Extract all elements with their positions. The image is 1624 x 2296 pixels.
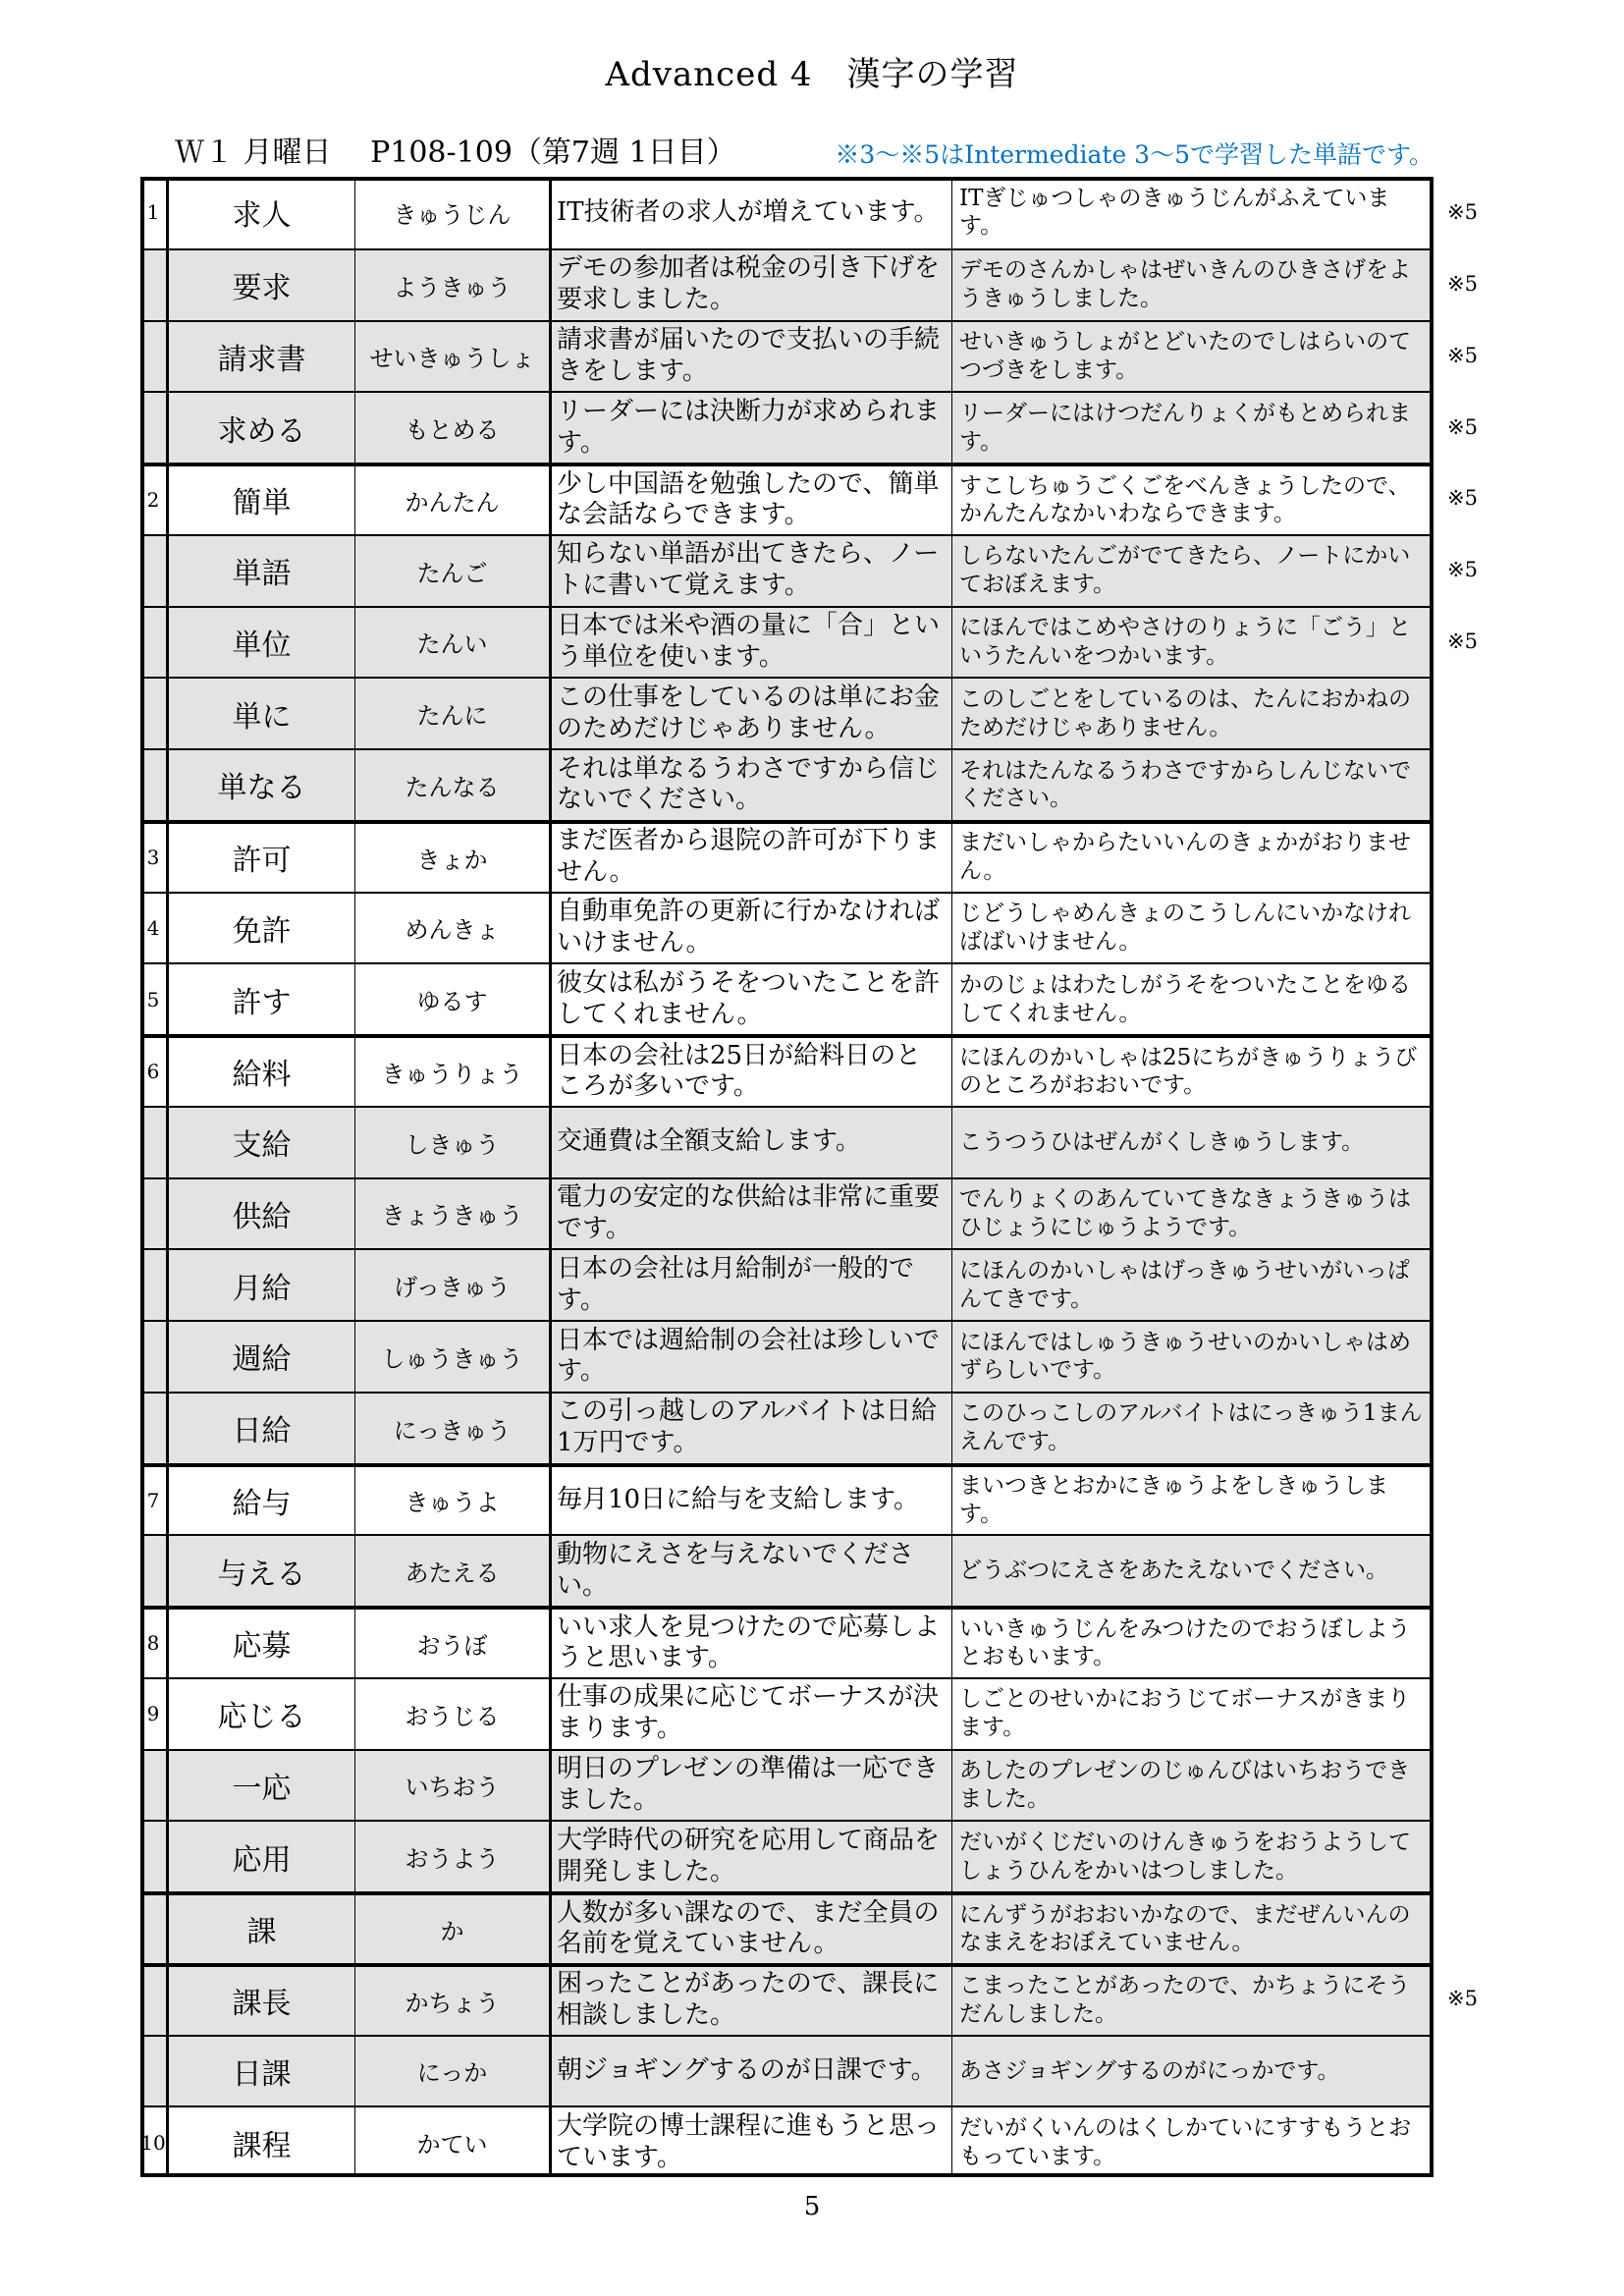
kanji-word: 許す: [169, 962, 355, 1034]
note-marker: ※5: [1447, 558, 1478, 582]
reading: きゅうりょう: [355, 1034, 552, 1106]
example-sentence: まだ医者から退院の許可が下りません。: [552, 820, 952, 892]
reading: おうじる: [355, 1677, 552, 1749]
note-marker: [1434, 1392, 1620, 1463]
note-marker: [1434, 1106, 1620, 1177]
kanji-word: 求人: [169, 177, 355, 248]
note-marker: [1434, 748, 1620, 820]
reading: かんたん: [355, 463, 552, 534]
note-marker: [1434, 677, 1620, 748]
note-marker: ※5: [1447, 200, 1478, 225]
example-sentence: 仕事の成果に応じてボーナスが決まります。: [552, 1677, 952, 1749]
kana-sentence: どうぶつにえさをあたえないでください。: [952, 1534, 1434, 1606]
example-sentence: 大学時代の研究を応用して商品を開発しました。: [552, 1820, 952, 1891]
note-marker: ※5: [1447, 343, 1478, 367]
kana-sentence: いいきゅうじんをみつけたのでおうぼしようとおもいます。: [952, 1606, 1434, 1677]
row-number: [140, 1820, 169, 1891]
reading: たんに: [355, 677, 552, 748]
example-sentence: いい求人を見つけたので応募しようと思います。: [552, 1606, 952, 1677]
row-number: 3: [140, 820, 169, 892]
kana-sentence: まいつきとおかにきゅうよをしきゅうします。: [952, 1463, 1434, 1535]
kanji-word: 支給: [169, 1106, 355, 1177]
kana-sentence: かのじょはわたしがうそをついたことをゆるしてくれません。: [952, 962, 1434, 1034]
example-sentence: 知らない単語が出てきたら、ノートに書いて覚えます。: [552, 534, 952, 606]
row-number: [140, 1891, 169, 1963]
kanji-word: 給料: [169, 1034, 355, 1106]
row-number: [140, 1963, 169, 2035]
note-marker: [1434, 1177, 1620, 1249]
row-number: [140, 1320, 169, 1392]
example-sentence: 請求書が届いたので支払いの手続きをします。: [552, 320, 952, 392]
kanji-word: 許可: [169, 820, 355, 892]
example-sentence: 明日のプレゼンの準備は一応できました。: [552, 1749, 952, 1821]
vocabulary-table: [140, 177, 1620, 2177]
kana-sentence: だいがくいんのはくしかていにすすもうとおもっています。: [952, 2105, 1434, 2177]
reading: にっきゅう: [355, 1392, 552, 1463]
kanji-word: 日給: [169, 1392, 355, 1463]
reading: おうぼ: [355, 1606, 552, 1677]
note-marker: [1434, 2035, 1620, 2106]
example-sentence: 動物にえさを与えないでください。: [552, 1534, 952, 1606]
kana-sentence: でんりょくのあんていてきなきょうきゅうはひじょうにじゅうようです。: [952, 1177, 1434, 1249]
example-sentence: 交通費は全額支給します。: [552, 1106, 952, 1177]
reading: たんご: [355, 534, 552, 606]
example-sentence: 人数が多い課なので、まだ全員の名前を覚えていません。: [552, 1891, 952, 1963]
kana-sentence: にほんのかいしゃはげっきゅうせいがいっぱんてきです。: [952, 1248, 1434, 1320]
kanji-word: 給与: [169, 1463, 355, 1535]
row-number: 8: [140, 1606, 169, 1677]
kana-sentence: それはたんなるうわさですからしんじないでください。: [952, 748, 1434, 820]
kanji-word: 簡単: [169, 463, 355, 534]
note-marker: [1434, 1034, 1620, 1106]
kanji-word: 単なる: [169, 748, 355, 820]
note-marker: [1434, 1606, 1620, 1677]
kana-sentence: こまったことがあったので、かちょうにそうだんしました。: [952, 1963, 1434, 2035]
kana-sentence: このしごとをしているのは、たんにおかねのためだけじゃありません。: [952, 677, 1434, 748]
kanji-word: 要求: [169, 248, 355, 320]
note-marker: ※5: [1447, 272, 1478, 297]
kanji-word: 月給: [169, 1248, 355, 1320]
kana-sentence: あしたのプレゼンのじゅんびはいちおうできました。: [952, 1749, 1434, 1821]
reading: たんい: [355, 606, 552, 678]
row-number: 2: [140, 463, 169, 534]
example-sentence: 電力の安定的な供給は非常に重要です。: [552, 1177, 952, 1249]
row-number: [140, 320, 169, 392]
kanji-word: 課: [169, 1891, 355, 1963]
note-marker: [1434, 1248, 1620, 1320]
example-sentence: この引っ越しのアルバイトは日給1万円です。: [552, 1392, 952, 1463]
example-sentence: 困ったことがあったので、課長に相談しました。: [552, 1963, 952, 2035]
example-sentence: この仕事をしているのは単にお金のためだけじゃありません。: [552, 677, 952, 748]
reading: かてい: [355, 2105, 552, 2177]
row-number: 1: [140, 177, 169, 248]
kana-sentence: しごとのせいかにおうじてボーナスがきまります。: [952, 1677, 1434, 1749]
kana-sentence: だいがくじだいのけんきゅうをおうようしてしょうひんをかいはつしました。: [952, 1820, 1434, 1891]
example-sentence: 朝ジョギングするのが日課です。: [552, 2035, 952, 2106]
row-number: [140, 1177, 169, 1249]
kanji-word: 応用: [169, 1820, 355, 1891]
kana-sentence: じどうしゃめんきょのこうしんにいかなければばいけません。: [952, 892, 1434, 963]
row-number: [140, 534, 169, 606]
kanji-word: 与える: [169, 1534, 355, 1606]
note-marker: [1434, 1820, 1620, 1891]
note-marker: [1434, 1534, 1620, 1606]
example-sentence: デモの参加者は税金の引き下げを要求しました。: [552, 248, 952, 320]
row-number: [140, 606, 169, 678]
reading: いちおう: [355, 1749, 552, 1821]
kanji-word: 供給: [169, 1177, 355, 1249]
reading: きゅうよ: [355, 1463, 552, 1535]
reading: か: [355, 1891, 552, 1963]
reading: ようきゅう: [355, 248, 552, 320]
example-sentence: 日本の会社は25日が給料日のところが多いです。: [552, 1034, 952, 1106]
reading: もとめる: [355, 391, 552, 463]
row-number: 9: [140, 1677, 169, 1749]
kanji-word: 単位: [169, 606, 355, 678]
kana-sentence: にほんではしゅうきゅうせいのかいしゃはめずらしいです。: [952, 1320, 1434, 1392]
kana-sentence: まだいしゃからたいいんのきょかがおりません。: [952, 820, 1434, 892]
kanji-word: 日課: [169, 2035, 355, 2106]
example-sentence: 毎月10日に給与を支給します。: [552, 1463, 952, 1535]
reading: せいきゅうしょ: [355, 320, 552, 392]
kanji-word: 求める: [169, 391, 355, 463]
note-marker: [1434, 1463, 1620, 1535]
footnote-legend: ※3～※5はIntermediate 3～5で学習した単語です。: [835, 140, 1434, 169]
row-number: [140, 2035, 169, 2106]
kana-sentence: リーダーにはけつだんりょくがもとめられます。: [952, 391, 1434, 463]
reading: たんなる: [355, 748, 552, 820]
reading: げっきゅう: [355, 1248, 552, 1320]
row-number: [140, 1248, 169, 1320]
kanji-word: 一応: [169, 1749, 355, 1821]
note-marker: ※5: [1447, 414, 1478, 439]
example-sentence: リーダーには決断力が求められます。: [552, 391, 952, 463]
lesson-header: Ｗ１ 月曜日 P108-109（第7週 1日目）: [175, 136, 736, 170]
note-marker: ※5: [1447, 486, 1478, 511]
row-number: [140, 677, 169, 748]
kanji-word: 免許: [169, 892, 355, 963]
row-number: 4: [140, 892, 169, 963]
kana-sentence: せいきゅうしょがとどいたのでしはらいのてつづきをします。: [952, 320, 1434, 392]
note-marker: [1434, 820, 1620, 892]
note-marker: [1434, 2105, 1620, 2177]
row-number: [140, 1534, 169, 1606]
example-sentence: 彼女は私がうそをついたことを許してくれません。: [552, 962, 952, 1034]
kana-sentence: にほんのかいしゃは25にちがきゅうりょうびのところがおおいです。: [952, 1034, 1434, 1106]
kanji-word: 課程: [169, 2105, 355, 2177]
reading: にっか: [355, 2035, 552, 2106]
row-number: [140, 1392, 169, 1463]
reading: おうよう: [355, 1820, 552, 1891]
kana-sentence: こうつうひはぜんがくしきゅうします。: [952, 1106, 1434, 1177]
row-number: [140, 1106, 169, 1177]
note-marker: [1434, 892, 1620, 963]
row-number: [140, 748, 169, 820]
row-number: [140, 391, 169, 463]
reading: ゆるす: [355, 962, 552, 1034]
kana-sentence: すこしちゅうごくごをべんきょうしたので、かんたんなかいわならできます。: [952, 463, 1434, 534]
kanji-word: 単に: [169, 677, 355, 748]
kana-sentence: しらないたんごがでてきたら、ノートにかいておぼえます。: [952, 534, 1434, 606]
example-sentence: 日本では米や酒の量に「合」という単位を使います。: [552, 606, 952, 678]
example-sentence: 日本では週給制の会社は珍しいです。: [552, 1320, 952, 1392]
note-marker: [1434, 962, 1620, 1034]
reading: きゅうじん: [355, 177, 552, 248]
page-title: Advanced 4 漢字の学習: [605, 55, 1019, 94]
kanji-word: 週給: [169, 1320, 355, 1392]
kanji-word: 課長: [169, 1963, 355, 2035]
kanji-word: 応募: [169, 1606, 355, 1677]
kanji-word: 応じる: [169, 1677, 355, 1749]
row-number: 5: [140, 962, 169, 1034]
kana-sentence: デモのさんかしゃはぜいきんのひきさげをようきゅうしました。: [952, 248, 1434, 320]
note-marker: ※5: [1447, 629, 1478, 653]
kana-sentence: ITぎじゅつしゃのきゅうじんがふえています。: [952, 177, 1434, 248]
row-number: 6: [140, 1034, 169, 1106]
note-marker: [1434, 1749, 1620, 1821]
row-number: 7: [140, 1463, 169, 1535]
kana-sentence: このひっこしのアルバイトはにっきゅう1まんえんです。: [952, 1392, 1434, 1463]
row-number: [140, 248, 169, 320]
kana-sentence: にほんではこめやさけのりょうに「ごう」というたんいをつかいます。: [952, 606, 1434, 678]
note-marker: [1434, 1677, 1620, 1749]
row-number: [140, 1749, 169, 1821]
kanji-word: 請求書: [169, 320, 355, 392]
reading: きょか: [355, 820, 552, 892]
note-marker: [1434, 1320, 1620, 1392]
note-marker: ※5: [1447, 1987, 1478, 2011]
note-marker: [1434, 1891, 1620, 1963]
example-sentence: 少し中国語を勉強したので、簡単な会話ならできます。: [552, 463, 952, 534]
kanji-word: 単語: [169, 534, 355, 606]
reading: あたえる: [355, 1534, 552, 1606]
page-number: 5: [803, 2192, 821, 2221]
example-sentence: 日本の会社は月給制が一般的です。: [552, 1248, 952, 1320]
kana-sentence: あさジョギングするのがにっかです。: [952, 2035, 1434, 2106]
reading: きょうきゅう: [355, 1177, 552, 1249]
example-sentence: それは単なるうわさですから信じないでください。: [552, 748, 952, 820]
example-sentence: 自動車免許の更新に行かなければいけません。: [552, 892, 952, 963]
kana-sentence: にんずうがおおいかなので、まだぜんいんのなまえをおぼえていません。: [952, 1891, 1434, 1963]
row-number: 10: [140, 2105, 169, 2177]
reading: しきゅう: [355, 1106, 552, 1177]
reading: しゅうきゅう: [355, 1320, 552, 1392]
reading: かちょう: [355, 1963, 552, 2035]
example-sentence: 大学院の博士課程に進もうと思っています。: [552, 2105, 952, 2177]
reading: めんきょ: [355, 892, 552, 963]
example-sentence: IT技術者の求人が増えています。: [552, 177, 952, 248]
